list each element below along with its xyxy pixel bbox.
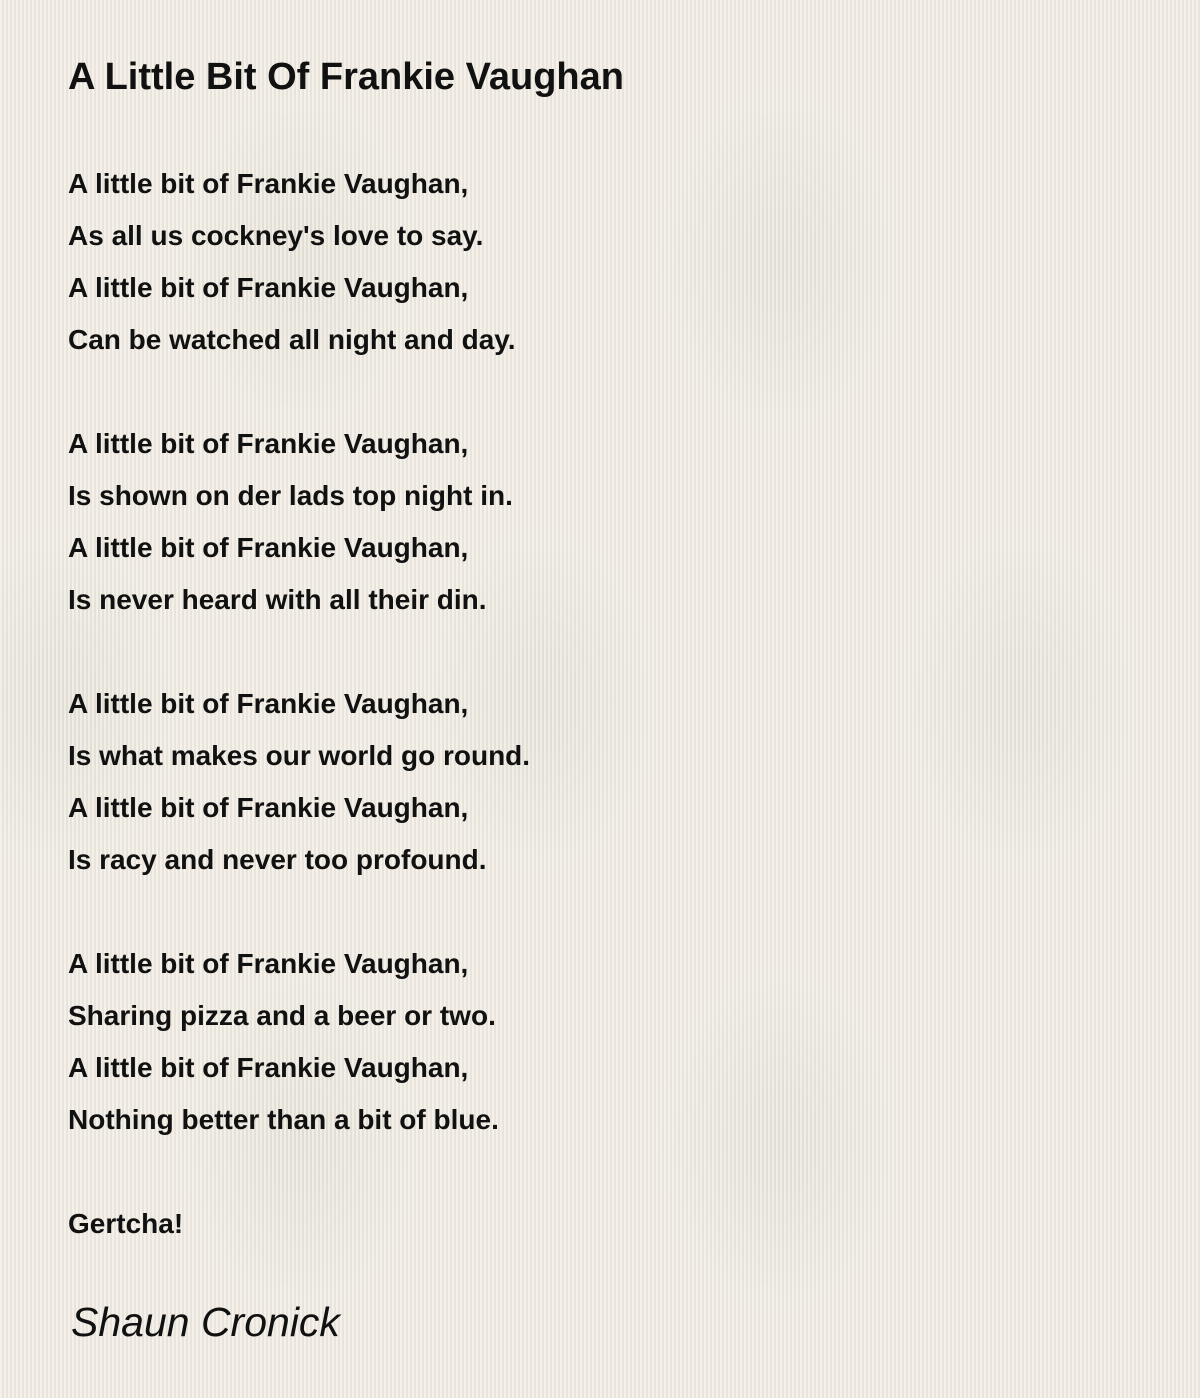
- poem-line: A little bit of Frankie Vaughan,: [68, 532, 469, 563]
- poem-line: A little bit of Frankie Vaughan,: [68, 428, 469, 459]
- poem-line: Gertcha!: [68, 1208, 184, 1239]
- poem-line: A little bit of Frankie Vaughan,: [68, 688, 469, 719]
- poem-line: Nothing better than a bit of blue.: [68, 1104, 499, 1135]
- poem-page: [68, 54, 1148, 1302]
- poem-line: Is never heard with all their din.: [68, 584, 487, 615]
- poem-line: A little bit of Frankie Vaughan,: [68, 168, 469, 199]
- poem-line: As all us cockney's love to say.: [68, 220, 484, 251]
- poem-title: A Little Bit Of Frankie Vaughan: [68, 56, 624, 98]
- stanza-1: [68, 158, 1148, 366]
- stanza-4: [68, 938, 1148, 1146]
- poem-line: A little bit of Frankie Vaughan,: [68, 792, 469, 823]
- poem-line: Can be watched all night and day.: [68, 324, 516, 355]
- poem-line: Is shown on der lads top night in.: [68, 480, 513, 511]
- poem-line: A little bit of Frankie Vaughan,: [68, 272, 469, 303]
- stanza-5: [68, 1198, 1148, 1250]
- stanza-2: [68, 418, 1148, 626]
- poem-author: Shaun Cronick: [71, 1299, 340, 1345]
- poem-line: Sharing pizza and a beer or two.: [68, 1000, 496, 1031]
- poem-line: A little bit of Frankie Vaughan,: [68, 1052, 469, 1083]
- poem-line: Is racy and never too profound.: [68, 844, 487, 875]
- poem-line: Is what makes our world go round.: [68, 740, 531, 771]
- poem-line: A little bit of Frankie Vaughan,: [68, 948, 469, 979]
- poem-body: [68, 158, 1148, 1250]
- stanza-3: [68, 678, 1148, 886]
